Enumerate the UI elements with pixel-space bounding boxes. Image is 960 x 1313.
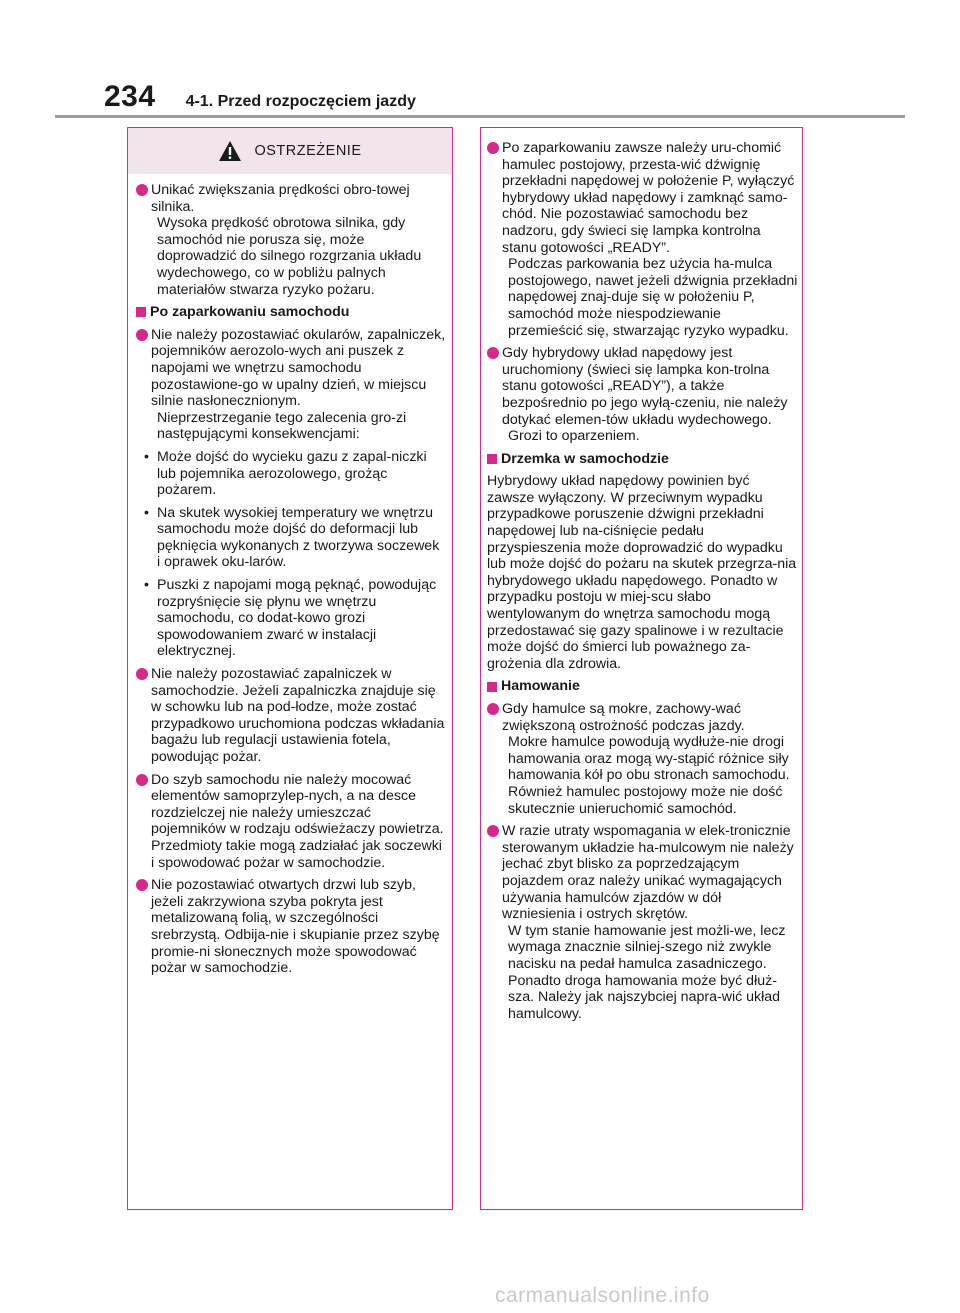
- bullet-item: [487, 823, 798, 1022]
- bullet-dot-icon: [487, 347, 499, 359]
- bullet-continuation: Nieprzestrzeganie tego zalecenia gro-zi następującymi konsekwencjami:: [157, 409, 407, 443]
- sub-bullet-item: [136, 577, 446, 660]
- bullet-item: [136, 182, 446, 298]
- header-rule: [55, 115, 905, 118]
- sub-bullet-text: Na skutek wysokiej temperatury we wnętrzu samochodu może dojść do deformacji lub pęknięcia wykonanych z tworzywa soczewek i oprawek oku-larów.: [157, 504, 440, 571]
- bullet-item: [487, 345, 798, 445]
- subsection-title: Drzemka w samochodzie: [501, 450, 669, 467]
- bullet-dot-icon: [487, 825, 499, 837]
- subsection-heading: [487, 678, 798, 695]
- page-number: 234: [104, 80, 156, 113]
- subsection-heading: [136, 304, 446, 321]
- right-content: [481, 128, 802, 1022]
- bullet-item: [136, 772, 446, 872]
- warning-panel-left: [127, 127, 453, 1210]
- bullet-item: [487, 701, 798, 817]
- section-title: 4-1. Przed rozpoczęciem jazdy: [185, 93, 416, 110]
- subsection-title: Po zaparkowaniu samochodu: [150, 304, 350, 321]
- bullet-continuation: Wysoka prędkość obrotowa silnika, gdy samochód nie porusza się, może doprowadzić do silnego rozgrzania układu wydechowego, co w pobliżu palnych materiałów stwarza ryzyko pożaru.: [157, 215, 422, 298]
- bullet-dot-icon: [136, 879, 148, 891]
- bullet-continuation: Grozi to oparzeniem.: [508, 428, 640, 445]
- square-marker-icon: [487, 454, 497, 464]
- bullet-dot-icon: [136, 184, 148, 196]
- bullet-text: W razie utraty wspomagania w elek-tronicznie sterowanym układzie ha-mulcowym nie należy jechać zbyt blisko za poprzedzającym pojazdem oraz należy unikać wymagających używania hamulców zjazdów w dół wzniesienia i ostrych skrętów.: [502, 823, 794, 923]
- sub-bullet-item: [136, 449, 446, 499]
- watermark: carmanualsonline.info: [495, 1284, 710, 1307]
- bullet-continuation: Podczas parkowania bez użycia ha-mulca postojowego, nawet jeżeli dźwignia przekładni napędowej znaj-duje się w położeniu P, samochód może niespodziewanie przemieścić się, stwarzając ryzyko wypadku.: [508, 256, 798, 339]
- square-marker-icon: [487, 682, 497, 692]
- bullet-text: Nie należy pozostawiać zapalniczek w samochodzie. Jeżeli zapalniczka znajduje się w schowku lub na pod-łodze, może zostać przypadkowo uruchomiona podczas wkładania bagażu lub regulacji ustawienia fotela, powodując pożar.: [151, 666, 445, 765]
- bullet-text: Do szyb samochodu nie należy mocować elementów samoprzylep-nych, a na desce rozdzielczej nie należy umieszczać pojemników w rodzaju odświeżaczy powietrza. Przedmioty takie mogą zadziałać jak soczewki i spowodować pożar w samochodzie.: [151, 771, 444, 871]
- left-content: [128, 182, 452, 977]
- warning-triangle-icon: [218, 139, 242, 163]
- subsection-title: Hamowanie: [501, 678, 580, 695]
- bullet-text: Po zaparkowaniu zawsze należy uru-chomić hamulec postojowy, przesta-wić dźwignię przekładni napędowej w położenie P, wyłączyć hybrydowy układ napędowy i zamknąć samo-chód. Nie pozostawiać samochodu bez nadzoru, gdy świeci się lampka kontrolna stanu gotowości „READY”.: [502, 140, 795, 256]
- sub-bullet-text: Może dojść do wycieku gazu z zapal-niczki lub pojemnika aerozolowego, grożąc pożarem.: [157, 448, 427, 499]
- subsection-heading: [487, 451, 798, 468]
- bullet-continuation: Mokre hamulce powodują wydłuże-nie drogi hamowania oraz mogą wy-stąpić różnice siły hamowania kół po obu stronach samochodu. Również hamulec postojowy może nie dość skutecznie unieruchomić samochód.: [508, 734, 790, 817]
- warning-header: [128, 128, 452, 174]
- square-marker-icon: [136, 307, 146, 317]
- bullet-dot-icon: [136, 329, 148, 341]
- bullet-text: Gdy hamulce są mokre, zachowy-wać zwiększoną ostrożność podczas jazdy.: [502, 701, 745, 734]
- bullet-item: [136, 327, 446, 443]
- bullet-dot-icon: [136, 774, 148, 786]
- paragraph: Hybrydowy układ napędowy powinien być zawsze wyłączony. W przeciwnym wypadku przypadkowe poruszenie dźwigni przekładni napędowej lub na-ciśnięcie pedału przyspieszenia może doprowadzić do wypadku lub może dojść do pożaru na skutek przegrza-nia hybrydowego układu napędowego. Ponadto w przypadku postoju w miej-scu słabo wentylowanym do wnętrza samochodu mogą przedostawać się gazy spalinowe i w rezultacie może dojść do śmierci lub poważnego za-grożenia dla zdrowia.: [487, 473, 797, 672]
- bullet-continuation: W tym stanie hamowanie jest możli-we, lecz wymaga znacznie silniej-szego niż zwykle nacisku na pedał hamulca zasadniczego. Ponadto droga hamowania może być dłuż-sza. Należy jak najszybciej napra-wić układ hamulcowy.: [508, 922, 786, 1022]
- sub-bullet-marker: •: [144, 504, 149, 521]
- bullet-dot-icon: [136, 668, 148, 680]
- bullet-dot-icon: [487, 142, 499, 154]
- bullet-text: Unikać zwiększania prędkości obro-towej silnika.: [151, 182, 410, 215]
- warning-title: OSTRZEŻENIE: [254, 143, 362, 159]
- bullet-text: Nie należy pozostawiać okularów, zapalniczek, pojemników aerozolo-wych ani puszek z napojami we wnętrzu samochodu pozostawione-go w upalny dzień, w miejscu silnie nasłonecznionym.: [151, 326, 446, 410]
- page-header: [104, 80, 416, 114]
- bullet-item: [136, 877, 446, 977]
- sub-bullet-text: Puszki z napojami mogą pęknąć, powodując rozpryśnięcie się płynu we wnętrzu samochodu, co dodat-kowo grozi spowodowaniem zwarć w instalacji elektrycznej.: [157, 577, 437, 660]
- bullet-item: [136, 666, 446, 766]
- sub-bullet-marker: •: [144, 577, 149, 594]
- bullet-item: [487, 140, 798, 339]
- sub-bullet-item: [136, 505, 446, 571]
- warning-panel-right: [480, 127, 803, 1210]
- bullet-text: Gdy hybrydowy układ napędowy jest uruchomiony (świeci się lampka kon-trolna stanu gotowości „READY”), a także bezpośrednio po jego wyłą-czeniu, nie należy dotykać elemen-tów układu wydechowego.: [502, 345, 788, 428]
- bullet-text: Nie pozostawiać otwartych drzwi lub szyb, jeżeli zakrzywiona szyba pokryta jest metalizowaną folią, w szczególności srebrzystą. Odbija-nie i skupianie przez szybę promie-ni słonecznych może spowodować pożar w samochodzie.: [151, 877, 440, 977]
- bullet-dot-icon: [487, 703, 499, 715]
- sub-bullet-marker: •: [144, 448, 149, 465]
